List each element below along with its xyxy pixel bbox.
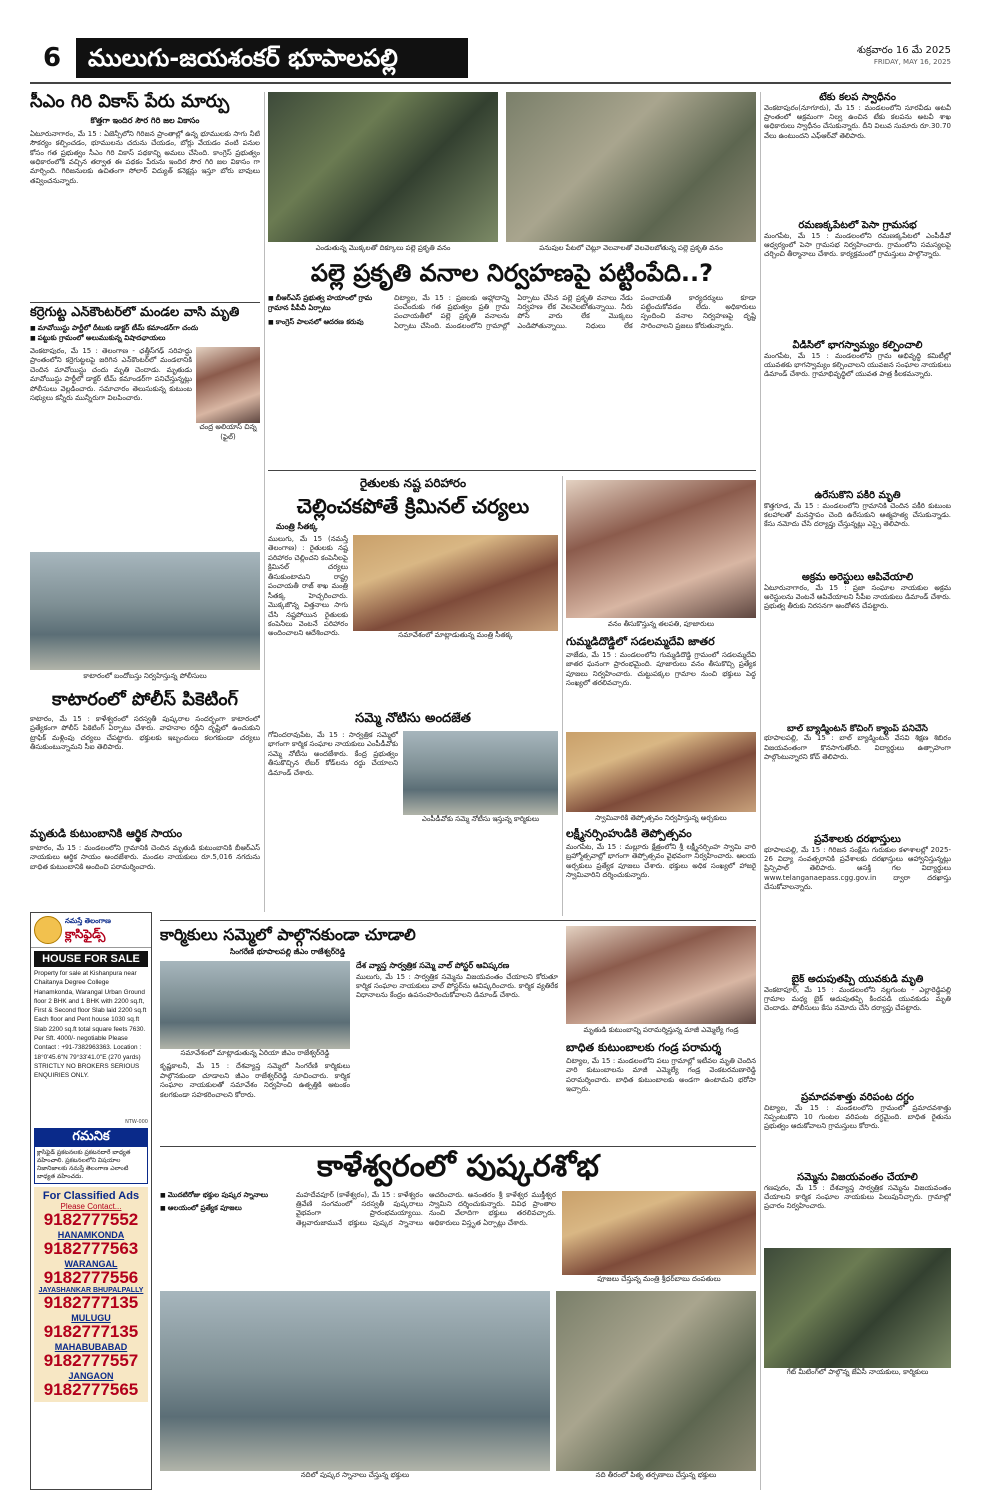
story-bullet: ■ కాంగ్రెస్ పాలనలో ఆదరణ కరువు [268,318,386,328]
story-palle-prakruthi [268,260,756,465]
section-title: ములుగు-జయశంకర్ భూపాలపల్లి [88,44,398,72]
forest-photo-2-caption: పనుపుల పేటలో చెట్లూ వెలవాలతో వెలవెలబోతున్న పల్లె ప్రకృతి వనం [539,244,723,252]
story-headline: చెల్లించకపోతే క్రిమినల్ చర్యలు [296,494,530,518]
column-rule [264,92,265,912]
story-headline: బైక్ అదుపుతప్పి యువకుడి మృతి [791,974,924,985]
jatara-photo [566,480,756,618]
tarpan-photo [556,1291,756,1471]
samme-photo [403,731,558,815]
story-body: ములుగు, మే 15 : సార్వత్రిక సమ్మెను విజయవంతం చేయాలని కోరుతూ కార్మిక సంఘాల నాయకులు వాల్ పోస్టర్‌ను ఆవిష్కరించారు. కార్మిక వ్యతిరేక విధానాలను కేంద్రం ఉపసంహరించుకోవాలని డిమాండ్ చేశారు. [356,972,558,1000]
story-financial-aid [30,828,260,908]
portrait-caption: చంద్ర అలియాస్ చిన్న (ఫైల్) [199,422,257,441]
singareni-caption: సమావేశంలో మాట్లాడుతున్న ఏరియా జీఎం రాజేశ్వర్‌రెడ్డి [180,1049,330,1058]
column-rule [562,476,563,916]
right-column [764,92,951,1490]
story-bullet: ■ పట్టుకు గ్రామంలో అలుముకున్న విషాదఛాయలు [30,334,260,344]
masthead-date [811,44,951,66]
contact-phone: 9182777135 [43,1293,139,1313]
story-kaleshwaram [160,1150,756,1490]
column-rule [760,92,761,1490]
story-headline: టేకు కలప స్వాధీనం [819,92,896,103]
teppotsavam-photo [566,732,756,812]
ad-heading: HOUSE FOR SALE [34,951,148,967]
story-headline: పల్లె ప్రకృతి వనాల నిర్వహణపై పట్టింపేది..? [310,260,714,287]
contact-city: JAYASHANKAR BHUPALPALLY [38,1287,144,1295]
story-headline: ప్రవేశాలకు దరఖాస్తులు [814,834,901,845]
story-body: మహదేవపూర్ (కాళేశ్వరం), మే 15 : కాళేశ్వరం త్రివేణి సంగమంలో సరస్వతీ పుష్కరాలు వైభవంగా ప్రారంభమయ్యాయి. తెల్లవారుజామునే భక్తులు పుష్కర స్నానాలు ఆచరించారు. అనంతరం శ్రీ కాళేశ్వర ముక్తీశ్వర స్వామిని దర్శించుకున్నారు. వివిధ ప్రాంతాల నుంచి వేలాదిగా భక్తులు తరలివచ్చారు. అధికారులు విస్తృత ఏర్పాట్లు చేశారు. [296,1190,556,1227]
police-photo-caption: కాటారంలో బందోబస్తు నిర్వహిస్తున్న పోలీసులు [83,672,207,680]
meeting-photo-caption: సమావేశంలో మాట్లాడుతున్న మంత్రి సీతక్క [398,631,513,639]
story-headline: సమ్మెను విజయవంతం చేయాలి [797,1172,918,1183]
forest-photo-1-caption: ఎండుతున్న మొక్కలతో దిక్కూలు పల్లె ప్రకృతి వనం [315,244,451,252]
right-story [764,340,951,490]
right-story [764,92,951,220]
story-headline: కార్మికులు సమ్మెలో పాల్గొనకుండా చూడాలి [160,926,416,944]
divider [160,920,756,921]
story-headline: బాధిత కుటుంబాలకు గండ్ర పరామర్శ [566,1042,722,1054]
portrait-photo [196,347,260,423]
story-body: ఏటూరునాగారం, మే 15 : ఏజెన్సీలోని గిరిజన ప్రాంతాల్లో ఉన్న భూములకు సాగు నీటి సౌకర్యం కల్పించడం, భూములను చదును చేయడం, బోర్లు వేయడం వంటి పనుల కోసం గత ప్రభుత్వం సీఎం గిరి వికాస్ పథకాన్ని అమలు చేసింది. కాంగ్రెస్ ప్రభుత్వం అధికారంలోకి వచ్చిన తర్వాత ఈ పథకం పేరును ఇందిర సౌర గిరి జల వికాసం గా మార్చింది. గిరిజనులకు ఉచితంగా సోలార్ విద్యుత్ కనెక్షన్లు ఇస్తూ బోరు బావులు తవ్వించనున్నారు. [30,129,260,185]
page-number: 6 [30,38,74,78]
contact-sub: Please Contact... [60,1202,122,1212]
story-singareni [160,926,558,1140]
divider [268,470,756,471]
story-body: భూపాలపల్లి, మే 15 : బాల్ బ్యాడ్మింటన్ వేసవి శిక్షణ శిబిరం విజయవంతంగా కొనసాగుతోంది. విద్యార్థులు ఉత్సాహంగా పాల్గొంటున్నారని కోచ్ తెలిపారు. [764,734,951,762]
ad-code: NTW-000 [125,1119,148,1125]
story-body: కొత్తగూడ, మే 15 : మండలంలోని గ్రామానికి చెందిన పకీరి కుటుంబ కలహాలతో మనస్తాపం చెంది ఉరేసుకుని ఆత్మహత్య చేసుకున్నాడు. కేసు నమోదు చేసి దర్యాప్తు చేస్తున్నట్లు ఎస్సై తెలిపారు. [764,501,951,529]
date-english: FRIDAY, MAY 16, 2025 [873,58,951,66]
right-story [764,490,951,572]
story-headline: ప్రమాదవశాత్తు వరిపంట దగ్ధం [801,1092,914,1103]
gate-meeting-photo [764,1248,951,1368]
story-body: వెంకటాపురం, మే 15 : తెలంగాణ - ఛత్తీస్‌గఢ్ సరిహద్దు ప్రాంతంలోని కర్రెగుట్టలపై జరిగిన ఎన్‌కౌంటర్‌లో మండలానికి చెందిన మావోయిస్టు చందు మృతి చెందాడు. మృతుడు మావోయిస్టు పార్టీలో డాక్టర్ టీమ్ కమాండర్‌గా పనిచేస్తున్నట్లు పోలీసులు వెల్లడించారు. సమాచారం తెలుసుకున్న కుటుంబ సభ్యులు కన్నీరు మున్నీరుగా విలపించారు. [30,346,192,403]
story-headline: ఉరేసుకొని పకీరి మృతి [814,490,901,501]
gandra-photo [566,926,756,1024]
right-story [764,834,951,974]
samme-photo-caption: ఎంపీడీవోకు సమ్మె నోటీసు ఇస్తున్న కార్మికులు [421,814,540,823]
newspaper-logo [34,916,62,944]
classified-header [31,913,151,948]
story-body: వాజేడు, మే 15 : మండలంలోని గుమ్మడిదొడ్డి గ్రామంలో సడలమ్మదేవి జాతర ఘనంగా ప్రారంభమైంది. పూజారులు వనం తీసుకొచ్చి ప్రత్యేక పూజలు నిర్వహించారు. చుట్టుపక్కల గ్రామాల నుంచి భక్తులు పెద్ద సంఖ్యలో తరలివచ్చారు. [566,650,756,687]
story-body: గోవిందరావుపేట, మే 15 : సార్వత్రిక సమ్మెలో భాగంగా కార్మిక సంఘాల నాయకులు ఎంపీడీవోకు సమ్మె నోటీసు అందజేశారు. కేంద్ర ప్రభుత్వం తీసుకొచ్చిన లేబర్ కోడ్‌లను రద్దు చేయాలని డిమాండ్ చేశారు. [268,730,398,777]
gandra-caption: మృతుడి కుటుంబాన్ని పరామర్శిస్తున్న మాజీ ఎమ్మెల్యే గండ్ర [583,1026,739,1034]
story-body: చిట్యాల, మే 15 : మండలంలోని పలు గ్రామాల్లో ఇటీవల మృతి చెందిన వారి కుటుంబాలను మాజీ ఎమ్మెల్యే గండ్ర వెంకటరమణారెడ్డి పరామర్శించారు. బాధిత కుటుంబాలకు అండగా ఉంటామని భరోసా ఇచ్చారు. [566,1056,756,1093]
story-bullet: ■ మావోయిస్టు పార్టీలో దీటుకు డాక్టర్ టీమ్ కమాండర్‌గా చందు [30,324,260,334]
contact-phone: 9182777135 [43,1322,139,1342]
story-headline: కాటారంలో పోలీస్ పికెటింగ్ [52,690,238,710]
ad-text: Property for sale at Kishanpura near Chaitanya Degree College Hanamkonda, Warangal Urban Ground floor 2 BHK and 1 BHK with 2200 sq.ft, First & Second floor Slab laid 2200 sq.ft Each floor and Pent house 1030 sq.ft Slab 2200 sq.ft total square feets 7630. Per Sft. 4000/- negotiable Please Contact : +91-7382963363. Location : 18°0'45.6"N 79°33'41.0"E (270 yards) STRICTLY NO BROKERS SERIOUS ENQUIRIES ONLY. [34,970,147,1080]
story-kicker: రైతులకు నష్ట పరిహారం [359,476,467,490]
story-lakshmi-narsimha [566,828,756,914]
river-bath-caption: నదిలో పుష్కర స్నానాలు చేస్తున్న భక్తులు [300,1470,410,1479]
story-body: మంగపేట, మే 15 : మండలంలోని గ్రామ అభివృద్ధి కమిటీల్లో యువతకు భాగస్వామ్యం కల్పించాలని యువజన సంఘాల నాయకులు డిమాండ్ చేశారు. గ్రామాభివృద్ధిలో యువత పాత్ర కీలకమన్నారు. [764,351,951,379]
contact-heading: For Classified Ads [42,1190,140,1203]
story-body: మంగపేట, మే 15 : మల్లూరు క్షేత్రంలోని శ్రీ లక్ష్మీనర్సింహ స్వామి వారి బ్రహ్మోత్సవాల్లో భాగంగా తెప్పోత్సవం వైభవంగా నిర్వహించారు. ఆలయ అర్చకులు ప్రత్యేక పూజలు చేశారు. భక్తులు అధిక సంఖ్యలో హాజరై స్వామివారిని దర్శించుకున్నారు. [566,842,756,879]
story-body: భూపాలపల్లి, మే 15 : గిరిజన సంక్షేమ గురుకుల కళాశాలల్లో 2025-26 విద్యా సంవత్సరానికి ప్రవేశాలకు దరఖాస్తులు ఆహ్వానిస్తున్నట్లు ప్రిన్సిపాల్ తెలిపారు. ఆసక్తి గల విద్యార్థులు www.telanganaepass.cgg.gov.in ద్వారా దరఖాస్తు చేసుకోవాలన్నారు. [764,845,951,892]
divider [160,1146,756,1147]
contact-city: HANAMKONDA [57,1230,125,1241]
contact-city: WARANGAL [64,1258,118,1269]
police-photo [30,552,260,670]
contact-city: MAHABUBABAD [54,1341,128,1352]
contact-city: JANGAON [68,1370,114,1381]
story-subhead: కొత్తగా ఇందిర సౌర గిరి జల వికాసం [90,115,200,125]
right-story [764,1172,951,1382]
story-body: కాటారం, మే 15 : మండలంలోని గ్రామానికి చెందిన మృతుడి కుటుంబానికి బీఆర్ఎస్ నాయకులు ఆర్థిక సాయం అందజేశారు. మండల నాయకులు రూ.5,016 నగదును బాధిత కుటుంబానికి అందించి పరామర్శించారు. [30,843,260,871]
story-headline: వీడీసీలో భాగస్వామ్యం కల్పించాలి [792,340,923,351]
story-byline: సింగరేణి భూపాలపల్లి జీఎం రాజేశ్వర్‌రెడ్డి [230,947,346,957]
jatara-photo-caption: వనం తీసుకొస్తున్న తలపతి, పూజారులు [607,620,715,628]
pooja-caption: పూజలు చేస్తున్న మంత్రి శ్రీధర్‌బాబు దంపతులు [597,1274,721,1283]
classifieds-box [30,912,152,1490]
right-story [764,220,951,340]
masthead [30,38,951,78]
story-headline: బాల్ బ్యాడ్మింటన్ కోచింగ్ క్యాంప్ పనిచేసే [787,724,928,734]
story-headline: లక్ష్మీనర్సింహుడికి తెప్పోత్సవం [566,828,692,840]
teppotsavam-caption: స్వామివారికి తెప్పోత్సవం నిర్వహిస్తున్న అర్చకులు [595,814,727,822]
contact-phone: 9182777552 [43,1210,139,1230]
masthead-rule [30,82,951,84]
notice-title: గమనిక [35,1129,147,1147]
gate-meeting-caption: గేట్ మీటింగ్‌లో పాల్గొన్న జేఏసీ నాయకులు, కార్మికులు [786,1367,929,1376]
story-headline: సీఎం గిరి వికాస్ పేరు మార్పు [30,92,230,112]
story-karreguttа-encounter [30,306,260,544]
story-body: చిట్యాల, మే 15 : ప్రజలకు ఆహ్లాదాన్ని పంచేందుకు గత ప్రభుత్వం ప్రతి గ్రామ పంచాయతీలో పల్లె ప్రకృతి వనాలను ఏర్పాటు చేసింది. మండలంలోని గ్రామాల్లో ఏర్పాటు చేసిన పల్లె ప్రకృతి వనాలు నేడు నిర్వహణ లేక వెలవెలబోతున్నాయి. నీరు పోసే వారు లేక మొక్కలు ఎండిపోతున్నాయి. నిధులు లేక పంచాయతీ కార్యదర్శులు కూడా పట్టించుకోవడం లేదు. అధికారులు స్పందించి వనాల నిర్వహణపై దృష్టి సారించాలని ప్రజలు కోరుతున్నారు. [394,293,756,330]
right-story [764,974,951,1092]
right-story [764,1092,951,1172]
story-body: మంగపేట, మే 15 : మండలంలోని రమణక్కపేటలో ఎంపీడీవో ఆధ్వర్యంలో పెసా గ్రామసభ నిర్వహించారు. గ్రామంలోని సమస్యలపై చర్చించి తీర్మానాలు చేశారు. కార్యక్రమంలో గ్రామస్తులు పాల్గొన్నారు. [764,231,951,259]
story-body: కాటారం, మే 15 : కాళేశ్వరంలో సరస్వతీ పుష్కరాల సందర్భంగా కాటారంలో ప్రత్యేకంగా పోలీస్ పికెటింగ్ ఏర్పాటు చేశారు. వాహనాల రద్దీని దృష్టిలో ఉంచుకుని ట్రాఫిక్ మళ్లింపు చర్యలు చేపట్టారు. భక్తులకు ఇబ్బందులు కలగకుండా చర్యలు తీసుకుంటున్నామని సీఐ తెలిపారు. [30,714,260,751]
story-police-picketing [30,690,260,826]
story-body: కృష్ణకాలనీ, మే 15 : దేశవ్యాప్త సమ్మెలో సింగరేణి కార్మికులు పాల్గొనకుండా చూడాలని జీఎం రాజేశ్వర్‌రెడ్డి సూచించారు. కార్మిక సంఘాల నాయకులతో సమావేశం నిర్వహించి ఉత్పత్తికి ఆటంకం కలగకుండా సహకరించాలని కోరారు. [160,1062,350,1099]
notice-text: క్లాసిఫైడ్ ప్రకటనలకు ప్రకటనదారే బాధ్యత వహించాలి. ప్రకటనలలోని విషయాల నిజానిజాలకు నమస్తే తెలంగాణ ఎలాంటి బాధ్యత వహించదు. [37,1149,131,1181]
story-headline: దేశ వ్యాప్త సార్వత్రిక సమ్మె వాల్ పోస్టర్ ఆవిష్కరణ [356,961,510,971]
story-headline: అక్రమ అరెస్టులు ఆపివేయాలి [801,572,914,583]
brand-name: నమస్తే తెలంగాణ [65,916,111,925]
story-gummadidoddi-jatara [566,636,756,728]
story-bullet: ■ బీఆర్ఎస్ ప్రభుత్వ హయాంలో గ్రామ గ్రామాన పీపీవీ ఏర్పాటు [268,294,386,314]
story-body: గణపురం, మే 15 : దేశవ్యాప్త సార్వత్రిక సమ్మెను విజయవంతం చేయాలని కార్మిక సంఘాల నాయకులు పిలుపునిచ్చారు. గ్రామాల్లో ప్రచారం నిర్వహించారు. [764,1183,951,1211]
date-telugu: శుక్రవారం 16 మే 2025 [857,45,951,56]
story-gandra [566,1042,756,1142]
story-headline: కాళేశ్వరంలో పుష్కరశోభ [317,1150,599,1184]
story-headline: మృతుడి కుటుంబానికి ఆర్థిక సాయం [30,828,183,840]
story-headline: గుమ్మడిదొడ్డిలో సడలమ్మదేవి జాతర [566,636,715,648]
meeting-photo [353,535,558,631]
river-bath-photo [160,1291,550,1471]
contact-city: MULUGU [71,1313,111,1324]
story-seethakka [268,476,558,708]
classified-title: క్లాసిఫైడ్స్ [65,926,106,941]
divider [30,302,260,303]
story-byline: మంత్రి సీతక్క [276,522,318,531]
story-headline: రమణక్కపేటలో పెసా గ్రామసభ [798,220,917,231]
contact-phone: 9182777563 [43,1239,139,1259]
contact-phone: 9182777556 [43,1267,139,1287]
contact-phone: 9182777565 [43,1379,139,1399]
pooja-photo [562,1191,756,1275]
section-banner [76,38,468,78]
forest-photo-2 [506,92,756,242]
contact-phone: 9182777557 [43,1350,139,1370]
singareni-photo [160,961,350,1049]
story-body: చిట్యాల, మే 15 : మండలంలోని గ్రామంలో ప్రమాదవశాత్తు నిప్పంటుకొని 10 గుంటల వరిపంట దగ్ధమైంది. బాధిత రైతును ప్రభుత్వం ఆదుకోవాలని గ్రామస్తులు కోరారు. [764,1103,951,1131]
story-bullet: ■ మొదటిరోజు భక్తుల పుష్కర స్నానాలు [160,1191,290,1201]
story-samme-notice [268,712,558,864]
forest-photo-1 [268,92,498,242]
story-headline: కర్రెగుట్ట ఎన్‌కౌంటర్‌లో మండల వాసి మృతి [30,306,240,320]
story-body: వెంకటాపూర్, మే 15 : మండలంలోని నల్లగుంట - ఎల్లారెడ్డిపల్లి గ్రామాల మధ్య బైక్ అదుపుతప్పి కిందపడి యువకుడు మృతి చెందాడు. పోలీసులు కేసు నమోదు చేసి దర్యాప్తు చేపట్టారు. [764,985,951,1013]
right-story [764,572,951,724]
tarpan-caption: నది తీరంలో పితృ తర్పణాలు చేస్తున్న భక్తులు [595,1470,717,1479]
story-body: ములుగు, మే 15 (నమస్తే తెలంగాణ) : రైతులకు నష్ట పరిహారం చెల్లించని కంపెనీలపై క్రిమినల్ చర్యలు తీసుకుంటామని రాష్ట్ర పంచాయతీ రాజ్ శాఖ మంత్రి సీతక్క హెచ్చరించారు. మొక్కజొన్న విత్తనాలు సాగు చేసి నష్టపోయిన రైతులకు కంపెనీలు వెంటనే పరిహారం అందించాలని ఆదేశించారు. [268,535,348,638]
story-body: వెంకటాపురం(నూగూరు), మే 15 : మండలంలోని సూరవీడు అటవీ ప్రాంతంలో అక్రమంగా నిల్వ ఉంచిన టేకు కలపను అటవీ శాఖ అధికారులు స్వాధీనం చేసుకున్నారు. దీని విలువ సుమారు రూ.30.70 వేలు ఉంటుందని ఎఫ్ఆర్‌వో తెలిపారు. [764,103,951,140]
right-story [764,724,951,834]
story-bullet: ■ ఆలయంలో ప్రత్యేక పూజలు [160,1204,290,1214]
story-cm-giri-vikas [30,92,260,298]
story-body: ఏటూరునాగారం, మే 15 : ప్రజా సంఘాల నాయకుల అక్రమ అరెస్టులను వెంటనే ఆపివేయాలని సీపీఐ నాయకులు డిమాండ్ చేశారు. ప్రభుత్వ తీరుకు నిరసనగా ఆందోళన చేపట్టారు. [764,583,951,611]
story-headline: సమ్మె నోటీసు అందజేత [355,712,471,726]
